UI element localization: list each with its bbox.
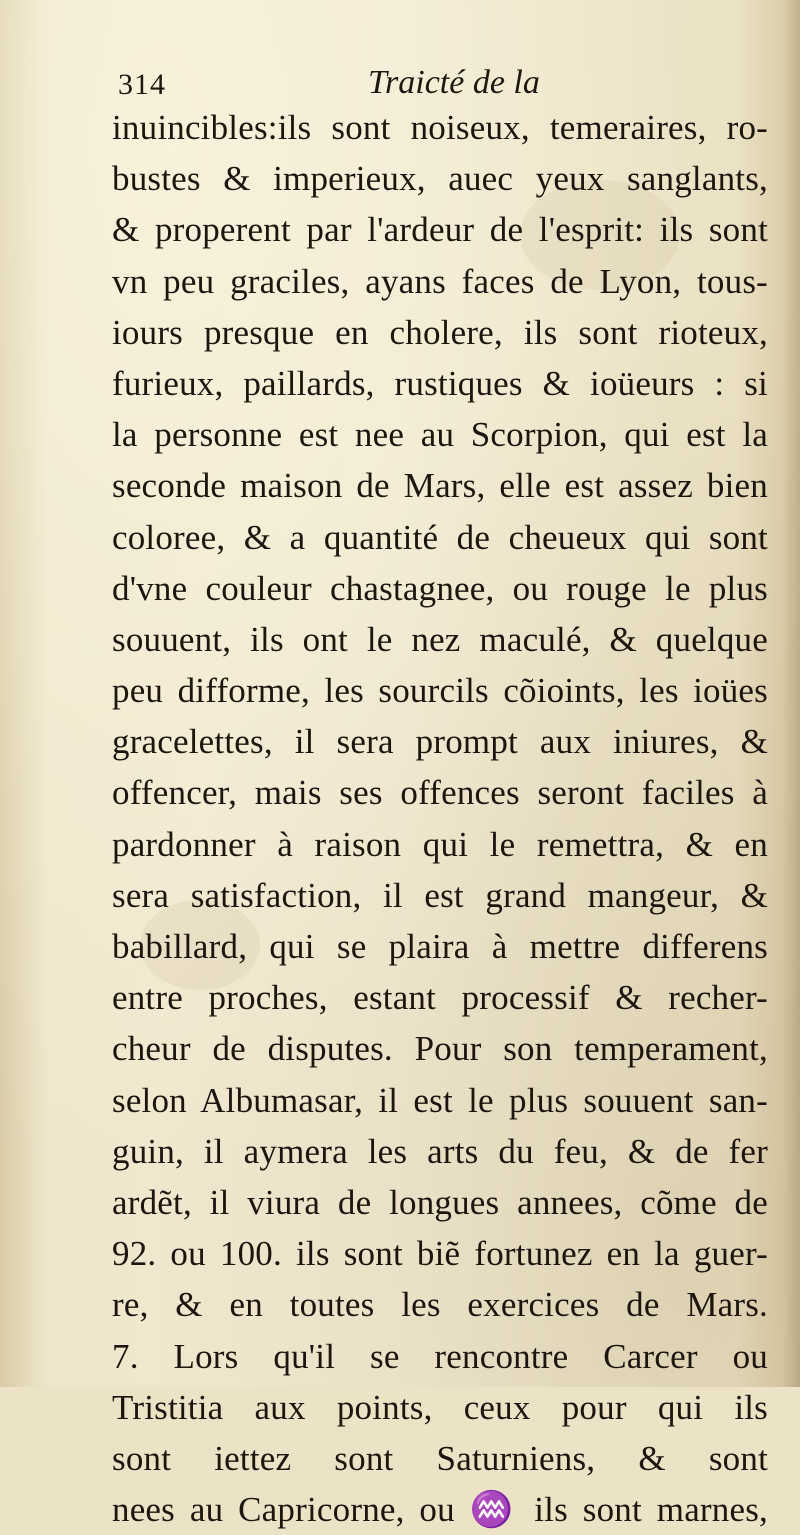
text-line: inuincibles:ils sont noiseux, temeraires, ro- <box>112 108 768 147</box>
text-line: entre proches, estant processif & recher- <box>112 978 768 1018</box>
text-line: re, & en toutes les exercices de Mars. <box>112 1285 768 1325</box>
page-header <box>110 62 750 106</box>
text-line: vn peu graciles, ayans faces de Lyon, tous- <box>112 261 768 301</box>
text-line: guin, il aymera les arts du feu, & de fer <box>112 1131 768 1171</box>
text-line: souuent, ils ont le nez maculé, & quelque <box>112 619 768 659</box>
text-line: pardonner à raison qui le remettra, & en <box>112 824 768 864</box>
text-line: cheur de disputes. Pour son temperament, <box>112 1029 768 1069</box>
text-line: peu difforme, les sourcils cõioints, les ioües <box>112 671 768 711</box>
text-line: selon Albumasar, il est le plus souuent san- <box>112 1080 768 1120</box>
text-line: furieux, paillards, rustiques & ioüeurs : si <box>112 363 768 403</box>
text-line: bustes & imperieux, auec yeux sanglants, <box>112 159 768 199</box>
text-line: 7. Lors qu'il se rencontre Carcer ou <box>112 1336 768 1376</box>
text-line: ardẽt, il viura de longues annees, cõme de <box>112 1182 768 1222</box>
text-line: seconde maison de Mars, elle est assez bien <box>112 466 768 506</box>
text-line: nees au Capricorne, ou ♒ ils sont marnes, <box>112 1490 768 1530</box>
text-line: gracelettes, il sera prompt aux iniures, & <box>112 722 768 762</box>
text-line: d'vne couleur chastagnee, ou rouge le plus <box>112 568 768 608</box>
text-line: Tristitia aux points, ceux pour qui ils <box>112 1387 768 1427</box>
page-number: 314 <box>118 68 166 101</box>
text-line: iours presque en cholere, ils sont rioteux, <box>112 312 768 352</box>
page-edge-shadow <box>782 0 800 1387</box>
body-text <box>112 102 768 1535</box>
text-line: coloree, & a quantité de cheueux qui sont <box>112 517 768 557</box>
text-line: sont iettez sont Saturniens, & sont <box>112 1438 768 1478</box>
text-line: la personne est nee au Scorpion, qui est la <box>112 415 768 455</box>
text-line: & properent par l'ardeur de l'esprit: ils sont <box>112 210 768 250</box>
text-line: 92. ou 100. ils sont biẽ fortunez en la guer- <box>112 1234 768 1274</box>
text-line: babillard, qui se plaira à mettre differens <box>112 927 768 966</box>
text-line: offencer, mais ses offences seront faciles à <box>112 773 768 813</box>
text-line: sera satisfaction, il est grand mangeur, & <box>112 875 768 915</box>
running-title: Traicté de la <box>368 64 540 101</box>
